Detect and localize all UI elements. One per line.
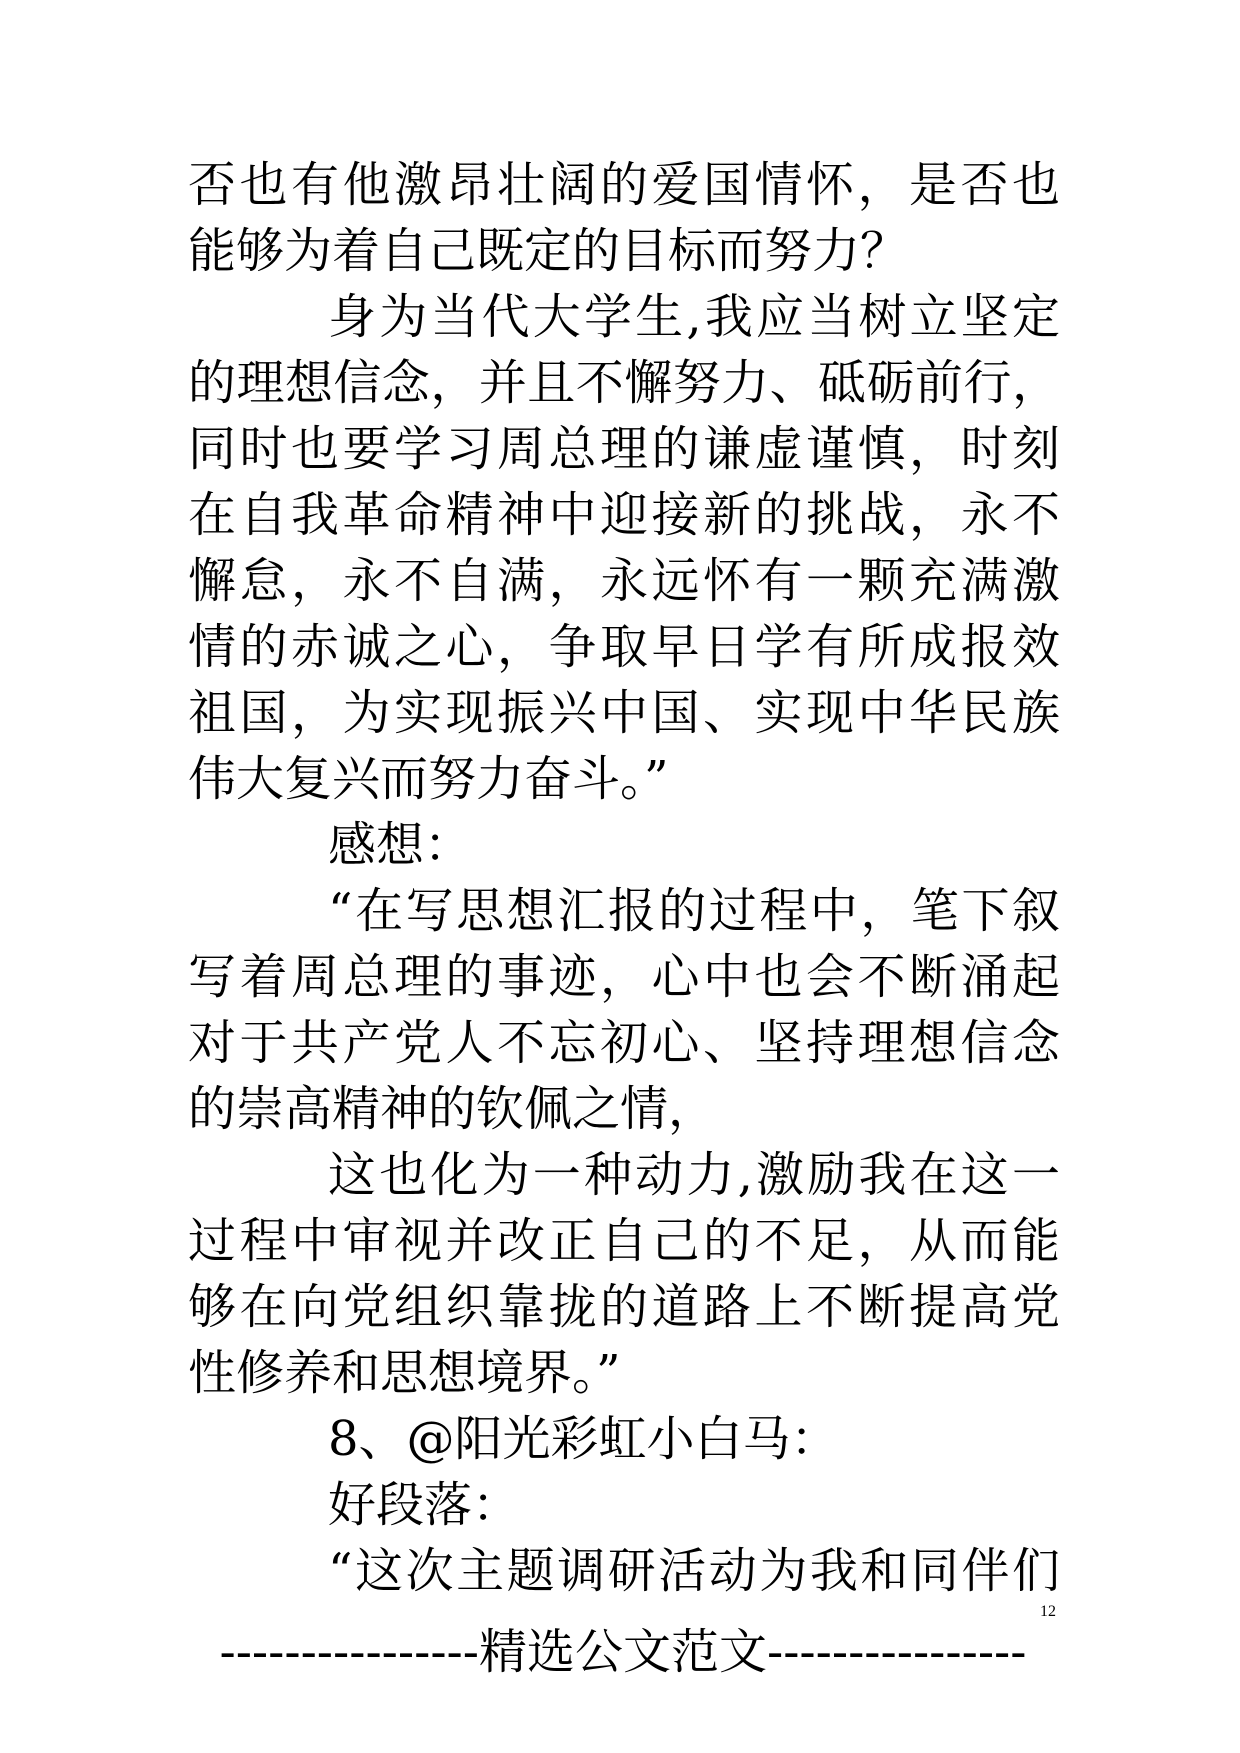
text-line: “这次主题调研活动为我和同伴们 bbox=[328, 1543, 1060, 1599]
text-line: 过程中审视并改正自己的不足，从而能 bbox=[188, 1213, 1060, 1269]
footer-banner: ----------------精选公文范文---------------- bbox=[219, 1624, 1027, 1680]
text-line: 对于共产党人不忘初心、坚持理想信念 bbox=[188, 1015, 1060, 1071]
text-line: 祖国，为实现振兴中国、实现中华民族 bbox=[188, 685, 1060, 741]
text-line: 懈怠，永不自满，永远怀有一颗充满激 bbox=[188, 553, 1060, 609]
text-line: 好段落： bbox=[328, 1477, 521, 1533]
text-line: 的崇高精神的钦佩之情， bbox=[188, 1081, 717, 1137]
text-line: 够在向党组织靠拢的道路上不断提高党 bbox=[188, 1279, 1060, 1335]
text-line: 能够为着自己既定的目标而努力？ bbox=[188, 223, 909, 279]
text-line: 的理想信念，并且不懈努力、砥砺前行， bbox=[188, 355, 1060, 411]
text-line: 伟大复兴而努力奋斗。” bbox=[188, 751, 669, 807]
text-line: 在自我革命精神中迎接新的挑战，永不 bbox=[188, 487, 1060, 543]
text-line: 身为当代大学生,我应当树立坚定 bbox=[328, 289, 1060, 345]
text-line: 8、@阳光彩虹小白马： bbox=[328, 1411, 839, 1467]
body-text bbox=[188, 152, 1060, 1604]
text-line: 写着周总理的事迹，心中也会不断涌起 bbox=[188, 949, 1060, 1005]
text-line: 性修养和思想境界。” bbox=[188, 1345, 621, 1401]
text-line: 否也有他激昂壮阔的爱国情怀，是否也 bbox=[188, 157, 1060, 213]
text-line: “在写思想汇报的过程中，笔下叙 bbox=[328, 883, 1060, 939]
text-line: 同时也要学习周总理的谦虚谨慎，时刻 bbox=[188, 421, 1060, 477]
page-number: 12 bbox=[1040, 1603, 1056, 1620]
text-line: 情的赤诚之心，争取早日学有所成报效 bbox=[188, 619, 1060, 675]
text-line: 这也化为一种动力,激励我在这一 bbox=[328, 1147, 1060, 1203]
text-line: 感想： bbox=[328, 817, 473, 873]
